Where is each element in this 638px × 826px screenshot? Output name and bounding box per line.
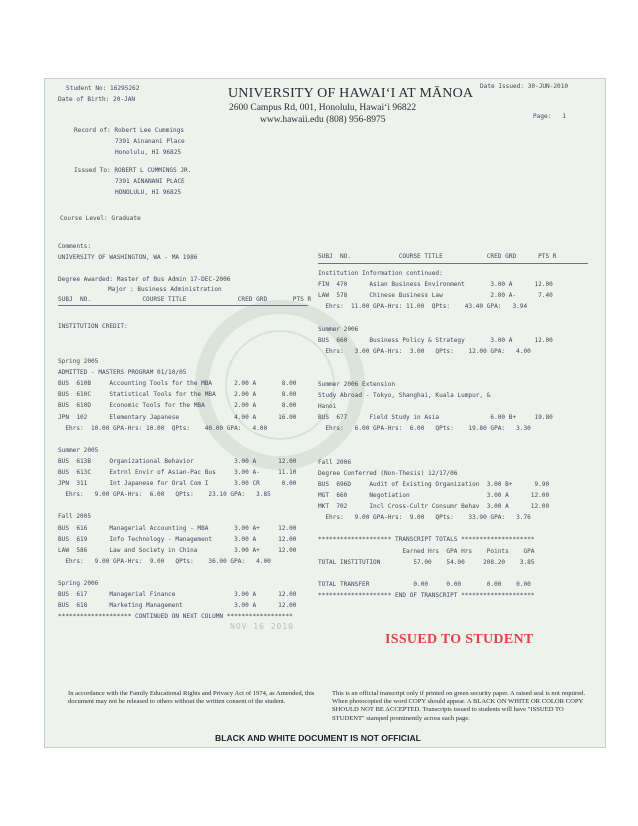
transcript-line: Hanoi	[318, 403, 337, 411]
degree-awarded: Degree Awarded: Master of Bus Admin 17-DEC-2006	[58, 276, 231, 283]
transcript-line: LAW 586 Law and Society in China 3.00 A+ 12.00	[58, 546, 297, 554]
transcript-line: Fall 2005	[58, 513, 92, 521]
transcript-line: MKT 702 Incl Cross-Cultr Consumr Behav 3.00 A 12.00	[318, 503, 550, 511]
transcript-line: Earned Hrs GPA Hrs Points GPA	[318, 547, 535, 555]
transcript-line: BUS 660 Business Policy & Strategy 3.00 A 12.00	[318, 336, 553, 344]
university-name: UNIVERSITY OF HAWAI‘I AT MĀNOA	[228, 86, 474, 101]
transcript-line: Ehrs: 9.00 GPA-Hrs: 9.00 QPts: 33.90 GPA: 3.76	[318, 514, 531, 522]
record-of-name: Record of: Robert Lee Cummings	[74, 127, 185, 134]
transcript-line: Ehrs: 11.00 GPA-Hrs: 11.00 QPts: 43.40 GPA: 3.94	[318, 303, 528, 311]
transcript-line: Summer 2006 Extension	[318, 381, 396, 388]
university-web-phone: www.hawaii.edu (808) 956-8975	[260, 115, 386, 125]
date-issued: Date Issued: 30-JUN-2010	[480, 83, 569, 90]
transcript-line: Ehrs: 3.00 GPA-Hrs: 3.00 QPts: 12.00 GPA: 4.00	[318, 347, 531, 355]
transcript-line: ADMITTED - MASTERS PROGRAM 01/10/05	[58, 369, 187, 377]
student-number: Student No: 16295262	[66, 85, 140, 92]
record-of-street: 7391 Ainanani Place	[115, 138, 185, 145]
issued-to-name: Issued To: ROBERT L CUMMINGS JR.	[74, 167, 192, 174]
institution-credit-label: INSTITUTION CREDIT:	[58, 323, 128, 330]
record-of-city: Honolulu, HI 96825	[115, 149, 182, 156]
transcript-line: ******************** END OF TRANSCRIPT ********************	[318, 591, 535, 599]
comments-text: UNIVERSITY OF WASHINGTON, WA - MA 1986	[58, 254, 198, 261]
transcript-line: TOTAL INSTITUTION 57.00 54.00 208.20 3.85	[318, 558, 535, 566]
right-column-header: SUBJ NO. COURSE TITLE CRED GRD PTS R	[318, 253, 557, 260]
transcript-line: MGT 660 Negotiation 3.00 A 12.00	[318, 492, 550, 499]
transcript-line: BUS 610D Economic Tools for the MBA 2.00 A 8.00	[58, 402, 297, 410]
page-number: Page: 1	[533, 113, 567, 120]
transcript-line: ******************** TRANSCRIPT TOTALS ********************	[318, 536, 535, 544]
transcript-line: Degree Conferred (Non-Thesis) 12/17/06	[318, 469, 458, 477]
date-of-birth: Date of Birth: 20-JAN	[58, 96, 136, 103]
issued-to-student-stamp: ISSUED TO STUDENT	[385, 632, 534, 647]
transcript-line: ******************** CONTINUED ON NEXT COLUMN ******************	[58, 613, 293, 621]
transcript-line: Institution Information continued:	[318, 270, 443, 277]
transcript-line: BUS 696D Audit of Existing Organization 3.00 B+ 9.90	[318, 480, 550, 488]
transcript-line: BUS 677 Field Study in Asia 6.00 B+ 19.80	[318, 414, 553, 422]
transcript-line: Ehrs: 9.00 GPA-Hrs: 6.00 QPts: 23.10 GPA: 3.85	[58, 491, 271, 499]
security-paper-notice: This is an official transcript only if printed on green security paper. A raised seal is not required. When photocopied the word COPY should appear. A BLACK ON WHITE OR COLOR COPY SHOULD NOT BE ACCEPTED. Transcripts issued to students will have "ISSUED TO STUDENT" stamped prominently across each page.	[332, 690, 586, 722]
transcript-line: FIN 470 Asian Business Environment 3.00 A 12.00	[318, 281, 553, 289]
transcript-line: BUS 618 Marketing Management 3.00 A 12.00	[58, 602, 297, 610]
degree-major: Major : Business Administration	[108, 286, 222, 293]
transcript-line: Summer 2005	[58, 446, 99, 454]
transcript-line: BUS 610B Accounting Tools for the MBA 2.00 A 8.00	[58, 380, 297, 388]
transcript-line: BUS 613B Organizational Behavior 3.00 A 12.00	[58, 457, 297, 465]
right-header-rule	[318, 263, 588, 264]
transcript-line: Ehrs: 9.00 GPA-Hrs: 9.00 QPts: 36.00 GPA: 4.00	[58, 557, 271, 565]
left-column-header: SUBJ NO. COURSE TITLE CRED GRD PTS R	[58, 296, 312, 303]
transcript-line: BUS 616 Managerial Accounting - MBA 3.00 A+ 12.00	[58, 524, 297, 532]
left-header-rule	[58, 305, 308, 306]
transcript-line: BUS 610C Statistical Tools for the MBA 2.00 A 8.00	[58, 391, 297, 399]
transcript-line: Spring 2006	[58, 580, 99, 587]
transcript-line: Ehrs: 10.00 GPA-Hrs: 10.00 QPts: 40.00 GPA: 4.00	[58, 424, 268, 432]
transcript-line: Summer 2006	[318, 325, 359, 333]
transcript-line: BUS 613C Extrnl Envir of Asian-Pac Bus 3.00 A- 11.10	[58, 469, 297, 476]
transcript-line: BUS 617 Managerial Finance 3.00 A 12.00	[58, 591, 297, 599]
received-date-stamp: NOV 16 2010	[230, 622, 294, 631]
transcript-line: Fall 2006	[318, 458, 352, 466]
issued-to-street: 7391 AINANANI PLACE	[115, 178, 185, 185]
transcript-line: JPN 102 Elementary Japanese 4.00 A 16.00	[58, 413, 297, 421]
transcript-line: TOTAL TRANSFER 0.00 0.00 0.00 0.00	[318, 580, 531, 588]
transcript-line: BUS 619 Info Technology - Management 3.00 A 12.00	[58, 535, 297, 543]
transcript-line: LAW 578 Chinese Business Law 2.00 A- 7.40	[318, 292, 553, 300]
course-level: Course Level: Graduate	[60, 215, 141, 222]
comments-label: Comments:	[58, 243, 92, 250]
black-and-white-notice: BLACK AND WHITE DOCUMENT IS NOT OFFICIAL	[215, 733, 421, 743]
transcript-line: Ehrs: 6.00 GPA-Hrs: 6.00 QPts: 19.80 GPA: 3.30	[318, 425, 531, 433]
transcript-line: Spring 2005	[58, 358, 99, 365]
transcript-line: Study Abroad - Tokyo, Shanghai, Kuala Lumpur, &	[318, 392, 491, 400]
transcript-line: JPN 311 Int Japanese for Oral Com I 3.00 CR 0.00	[58, 480, 297, 488]
issued-to-city: HONOLULU, HI 96825	[115, 189, 182, 196]
ferpa-notice: In accordance with the Family Educational Rights and Privacy Act of 1974, as Amended, this document may not be released to others without the written consent of the student.	[68, 690, 315, 706]
university-address: 2600 Campus Rd, 001, Honolulu, Hawai‘i 96822	[229, 103, 417, 113]
